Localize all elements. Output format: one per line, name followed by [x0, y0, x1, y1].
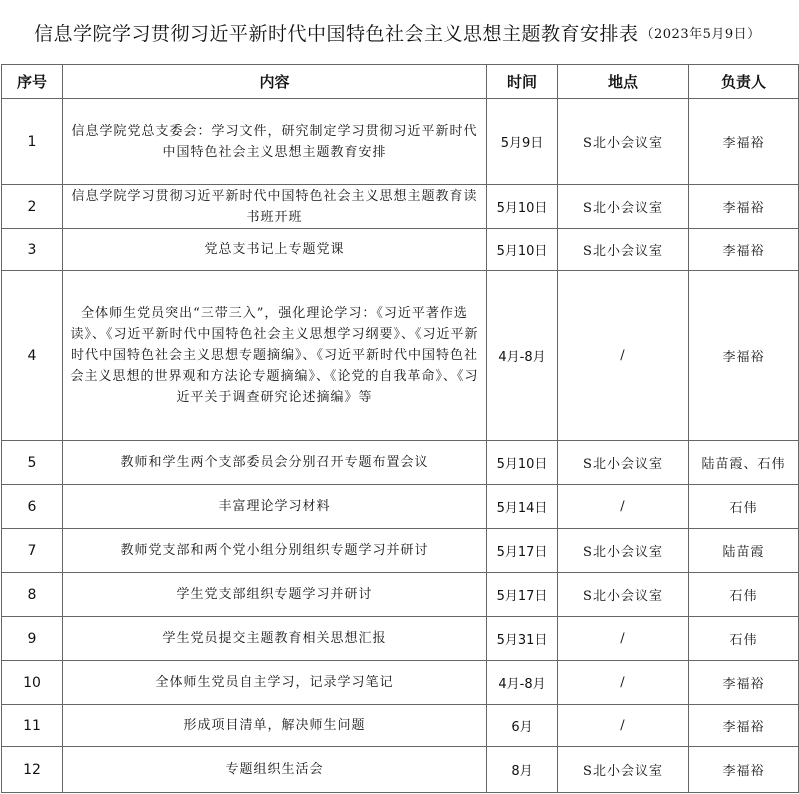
row-place: S北小会议室	[558, 441, 689, 485]
row-owner: 李福裕	[689, 271, 799, 441]
row-owner: 石伟	[689, 485, 799, 529]
row-content: 信息学院学习贯彻习近平新时代中国特色社会主义思想主题教育读书班开班	[63, 185, 487, 229]
table-row	[2, 747, 799, 793]
table-row	[2, 573, 799, 617]
row-number: 5	[2, 441, 63, 485]
row-number: 4	[2, 271, 63, 441]
row-number: 9	[2, 617, 63, 661]
row-place: S北小会议室	[558, 529, 689, 573]
row-time: 8月	[487, 747, 558, 793]
row-time: 5月10日	[487, 441, 558, 485]
row-number: 11	[2, 705, 63, 747]
header-time: 时间	[487, 65, 558, 99]
row-time: 4月-8月	[487, 271, 558, 441]
header-number: 序号	[2, 65, 63, 99]
schedule-table	[1, 64, 799, 793]
row-number: 1	[2, 99, 63, 185]
row-time: 6月	[487, 705, 558, 747]
row-place: S北小会议室	[558, 99, 689, 185]
row-content: 丰富理论学习材料	[63, 485, 487, 529]
row-place: /	[558, 617, 689, 661]
header-content: 内容	[63, 65, 487, 99]
table-row	[2, 529, 799, 573]
row-owner: 李福裕	[689, 747, 799, 793]
row-place: S北小会议室	[558, 185, 689, 229]
row-number: 12	[2, 747, 63, 793]
row-owner: 李福裕	[689, 99, 799, 185]
title-main: 信息学院学习贯彻习近平新时代中国特色社会主义思想主题教育安排表	[34, 22, 639, 45]
row-time: 5月31日	[487, 617, 558, 661]
row-content: 全体师生党员自主学习，记录学习笔记	[63, 661, 487, 705]
row-content: 教师党支部和两个党小组分别组织专题学习并研讨	[63, 529, 487, 573]
table-row	[2, 441, 799, 485]
row-time: 5月9日	[487, 99, 558, 185]
row-owner: 李福裕	[689, 185, 799, 229]
row-number: 7	[2, 529, 63, 573]
row-number: 8	[2, 573, 63, 617]
row-content: 党总支书记上专题党课	[63, 229, 487, 271]
table-row	[2, 661, 799, 705]
table-row	[2, 485, 799, 529]
table-header-row	[2, 65, 799, 99]
row-number: 10	[2, 661, 63, 705]
table-row	[2, 617, 799, 661]
row-place: /	[558, 705, 689, 747]
row-content: 全体师生党员突出“三带三入”，强化理论学习：《习近平著作选读》、《习近平新时代中国特色社会主义思想学习纲要》、《习近平新时代中国特色社会主义思想专题摘编》、《习近平新时代中国特色社会主义思想的世界观和方法论专题摘编》、《论党的自我革命》、《习近平关于调查研究论述摘编》等	[63, 271, 487, 441]
table-row	[2, 705, 799, 747]
row-number: 3	[2, 229, 63, 271]
row-number: 6	[2, 485, 63, 529]
row-content: 学生党支部组织专题学习并研讨	[63, 573, 487, 617]
row-content: 信息学院党总支委会：学习文件，研究制定学习贯彻习近平新时代中国特色社会主义思想主题教育安排	[63, 99, 487, 185]
header-place: 地点	[558, 65, 689, 99]
row-time: 5月10日	[487, 185, 558, 229]
row-time: 5月10日	[487, 229, 558, 271]
row-place: S北小会议室	[558, 747, 689, 793]
row-place: /	[558, 485, 689, 529]
row-content: 教师和学生两个支部委员会分别召开专题布置会议	[63, 441, 487, 485]
table-row	[2, 271, 799, 441]
row-owner: 陆苗霞、石伟	[689, 441, 799, 485]
row-owner: 陆苗霞	[689, 529, 799, 573]
row-content: 学生党员提交主题教育相关思想汇报	[63, 617, 487, 661]
row-time: 4月-8月	[487, 661, 558, 705]
row-content: 专题组织生活会	[63, 747, 487, 793]
row-place: S北小会议室	[558, 229, 689, 271]
row-time: 5月17日	[487, 529, 558, 573]
table-row	[2, 99, 799, 185]
page-title	[0, 0, 799, 64]
row-owner: 石伟	[689, 573, 799, 617]
row-place: /	[558, 661, 689, 705]
table-row	[2, 229, 799, 271]
header-owner: 负责人	[689, 65, 799, 99]
row-owner: 石伟	[689, 617, 799, 661]
row-place: S北小会议室	[558, 573, 689, 617]
title-date: （2023年5月9日）	[640, 26, 761, 42]
row-owner: 李福裕	[689, 661, 799, 705]
row-place: /	[558, 271, 689, 441]
row-owner: 李福裕	[689, 229, 799, 271]
row-owner: 李福裕	[689, 705, 799, 747]
row-time: 5月14日	[487, 485, 558, 529]
row-content: 形成项目清单，解决师生问题	[63, 705, 487, 747]
row-number: 2	[2, 185, 63, 229]
table-row	[2, 185, 799, 229]
row-time: 5月17日	[487, 573, 558, 617]
